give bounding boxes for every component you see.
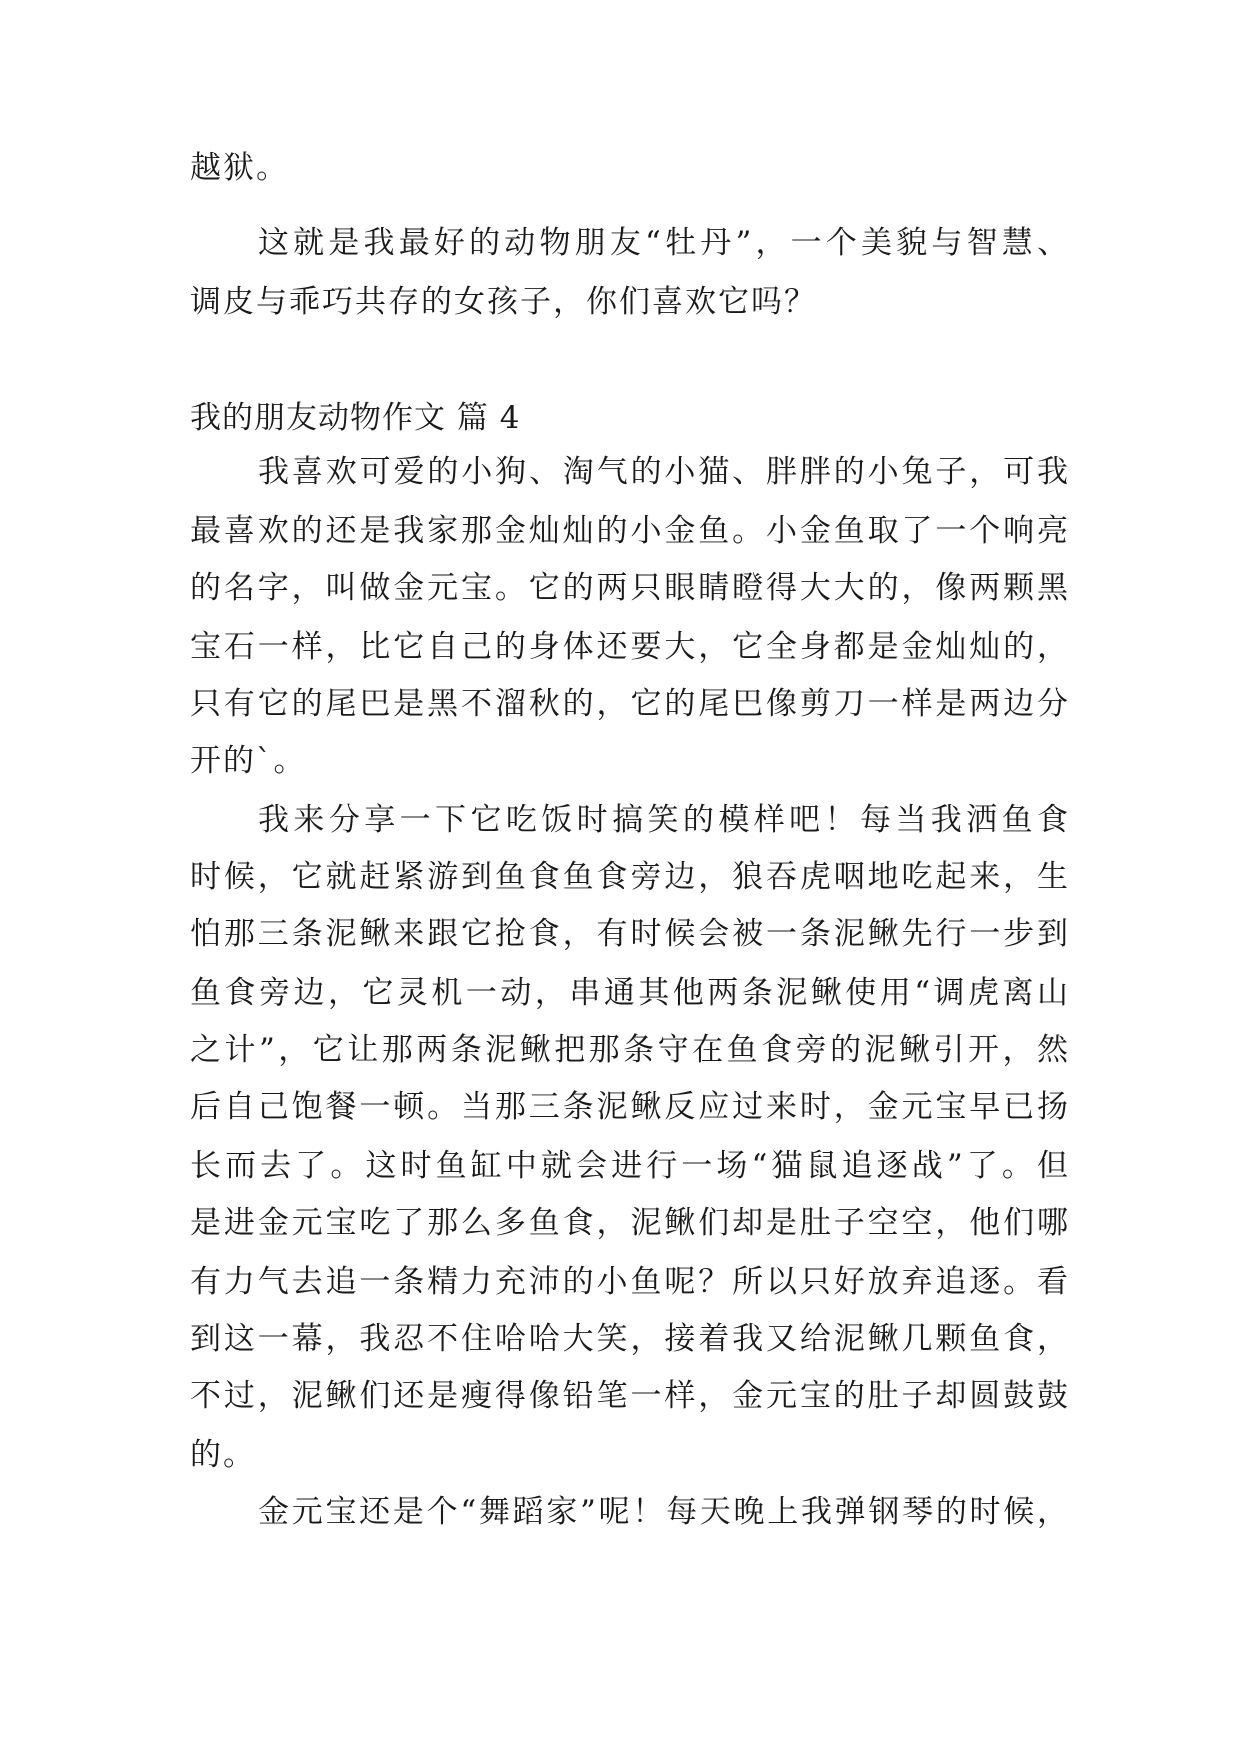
text-line: 鱼食旁边，它灵机一动，串通其他两条泥鳅使用“调虎离山 [190,975,1070,1011]
text-line: 金元宝还是个“舞蹈家”呢！每天晚上我弹钢琴的时候， [258,1494,1070,1530]
text-line: 后自己饱餐一顿。当那三条泥鳅反应过来时，金元宝早已扬 [190,1089,1070,1125]
text-line: 是进金元宝吃了那么多鱼食，泥鳅们却是肚子空空，他们哪 [190,1205,1070,1241]
text-line: 到这一幕，我忍不住哈哈大笑，接着我又给泥鳅几颗鱼食， [190,1321,1070,1357]
text-line: 怕那三条泥鳅来跟它抢食，有时候会被一条泥鳅先行一步到 [190,916,1070,952]
text-line: 的。 [190,1437,256,1473]
text-line: 越狱。 [190,150,289,186]
text-line: 这就是我最好的动物朋友“牡丹”，一个美貌与智慧、 [258,225,1070,261]
text-line: 调皮与乖巧共存的女孩子，你们喜欢它吗？ [190,284,817,320]
text-line: 不过，泥鳅们还是瘦得像铅笔一样，金元宝的肚子却圆鼓鼓 [190,1378,1070,1414]
text-line: 有力气去追一条精力充沛的小鱼呢？所以只好放弃追逐。看 [190,1264,1070,1300]
section-heading: 我的朋友动物作文 篇 4 [190,400,521,436]
text-line: 的名字，叫做金元宝。它的两只眼睛瞪得大大的，像两颗黑 [190,570,1070,606]
text-line: 之计”，它让那两条泥鳅把那条守在鱼食旁的泥鳅引开，然 [190,1032,1070,1068]
text-line: 我来分享一下它吃饭时搞笑的模样吧！每当我洒鱼食 [258,802,1070,838]
text-line: 长而去了。这时鱼缸中就会进行一场“猫鼠追逐战”了。但 [190,1148,1070,1184]
text-line: 宝石一样，比它自己的身体还要大，它全身都是金灿灿的， [190,629,1070,665]
text-line: 开的`。 [190,743,307,779]
text-line: 只有它的尾巴是黑不溜秋的，它的尾巴像剪刀一样是两边分 [190,686,1070,722]
text-line: 我喜欢可爱的小狗、淘气的小猫、胖胖的小兔子，可我 [258,454,1070,490]
text-line: 最喜欢的还是我家那金灿灿的小金鱼。小金鱼取了一个响亮 [190,513,1070,549]
text-line: 时候，它就赶紧游到鱼食鱼食旁边，狼吞虎咽地吃起来，生 [190,859,1070,895]
